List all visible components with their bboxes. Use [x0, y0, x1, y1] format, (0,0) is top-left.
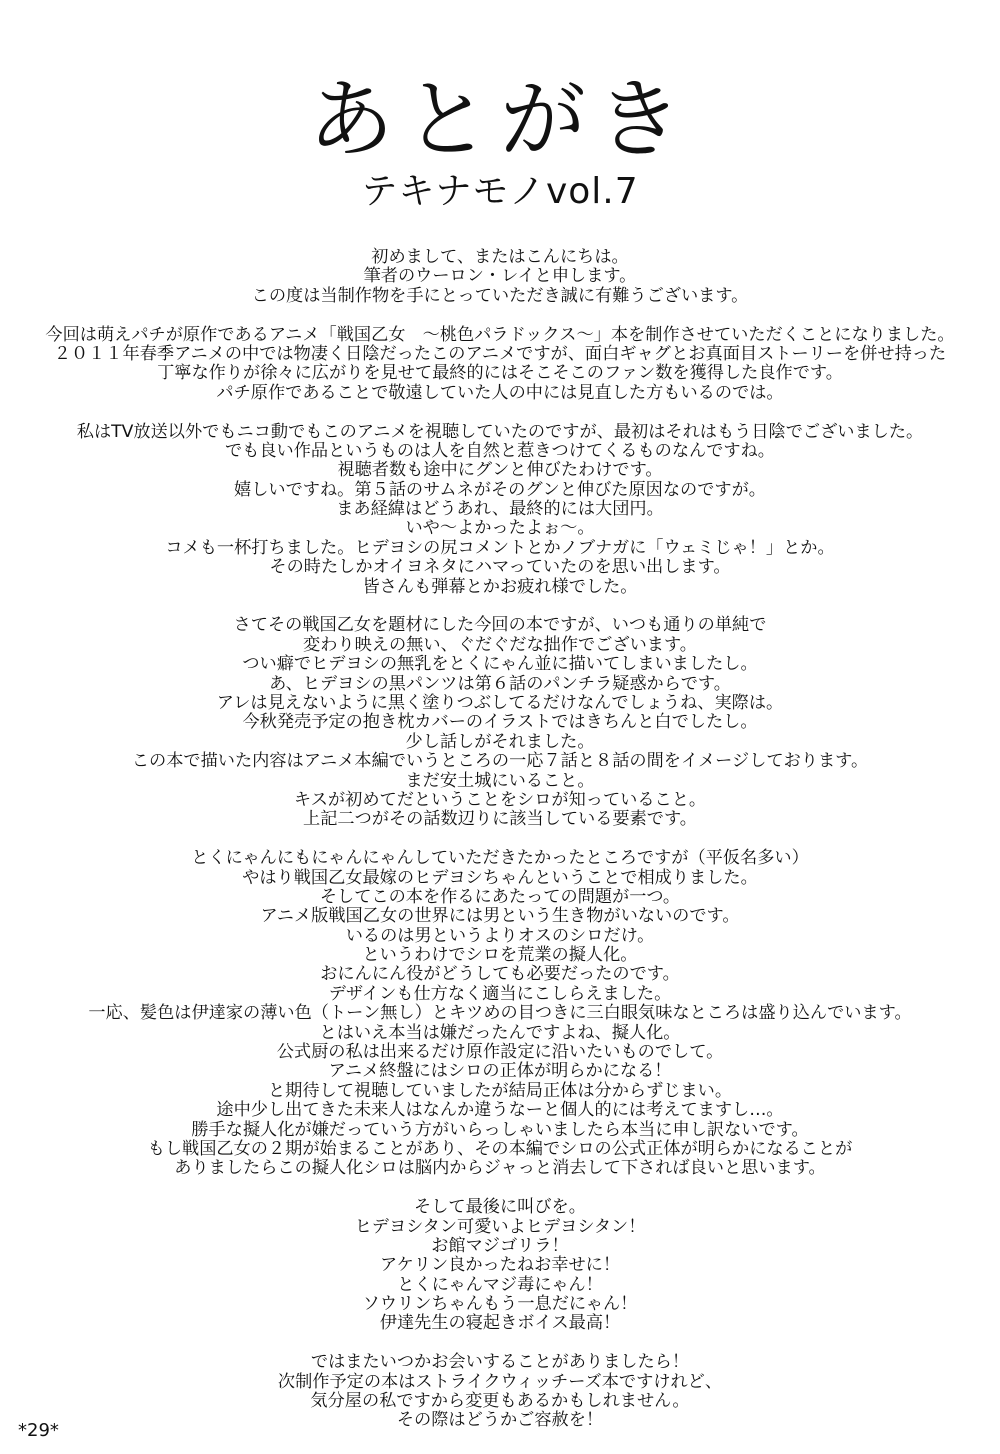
- text-line: 筆者のウーロン・レイと申します。: [363, 266, 637, 287]
- text-line: デザインも仕方なく適当にこしらえました。: [328, 983, 672, 1004]
- text-line: まだ安土城にいること。: [405, 770, 595, 791]
- page-subtitle: テキナモノvol.7: [361, 171, 639, 212]
- text-line: というわけでシロを荒業の擬人化。: [362, 945, 638, 966]
- paragraph: [40, 326, 960, 404]
- text-line: 公式厨の私は出来るだけ原作設定に沿いたいものでして。: [276, 1042, 724, 1063]
- text-line: あ、ヒデヨシの黒パンツは第６話のパンチラ疑惑からです。: [269, 673, 731, 694]
- paragraph: [40, 616, 960, 829]
- text-line: つい癖でヒデヨシの無乳をとくにゃん並に描いてしまいましたし。: [242, 654, 758, 675]
- text-line: 気分屋の私ですから変更もあるかもしれません。: [310, 1391, 690, 1412]
- paragraph: [40, 849, 960, 1179]
- text-line: 伊達先生の寝起きボイス最高！: [379, 1313, 621, 1334]
- text-line: 少し話しがそれました。: [405, 731, 595, 752]
- text-line: とくにゃんマジ毒にゃん！: [397, 1274, 603, 1295]
- text-line: この度は当制作物を手にとっていただき誠に有難うございます。: [251, 285, 749, 306]
- paragraph-gap: [40, 830, 960, 849]
- text-line: いや～よかったよぉ～。: [405, 518, 595, 539]
- text-line: アニメ版戦国乙女の世界には男という生き物がいないのです。: [260, 906, 740, 927]
- paragraph-gap: [40, 1179, 960, 1198]
- text-line: 嬉しいですね。第５話のサムネがそのグンと伸びた原因なのですが。: [234, 479, 766, 500]
- text-line: ２０１１年春季アニメの中では物凄く日陰だったこのアニメですが、面白ギャグとお真面目ストーリーを併せ持った: [53, 343, 947, 364]
- text-line: とくにゃんにもにゃんにゃんしていただきたかったところですが（平仮名多い）: [191, 848, 809, 869]
- paragraph-gap: [40, 597, 960, 616]
- text-line: アレは見えないように黒く塗りつぶしてるだけなんでしょうね、実際は。: [216, 692, 784, 713]
- text-line: 次制作予定の本はストライクウィッチーズ本ですけれど、: [277, 1371, 723, 1392]
- text-line: その時たしかオイヨネタにハマっていたのを思い出します。: [269, 557, 731, 578]
- text-line: キスが初めてだということをシロが知っていること。: [293, 789, 707, 810]
- text-line: さてその戦国乙女を題材にした今回の本ですが、いつも通りの単純で: [233, 615, 767, 636]
- text-line: アニメ終盤にはシロの正体が明らかになる！: [328, 1061, 672, 1082]
- text-line: コメも一杯打ちました。ヒデヨシの尻コメントとかノブナガに「ウェミじゃ！」とか。: [165, 537, 835, 558]
- text-line: 上記二つがその話数辺りに該当している要素です。: [303, 809, 697, 830]
- paragraph: [40, 248, 960, 306]
- text-line: もし戦国乙女の２期が始まることがあり、その本編でシロの公式正体が明らかになることが: [147, 1138, 853, 1159]
- text-line: でも良い作品というものは人を自然と惹きつけてくるものなんですね。: [224, 440, 775, 461]
- paragraph-gap: [40, 403, 960, 422]
- text-line: 視聴者数も途中にグンと伸びたわけです。: [337, 460, 663, 481]
- page-number: *29*: [18, 1420, 59, 1441]
- page-title: あとがき: [308, 70, 692, 170]
- text-line: その際はどうかご容赦を！: [396, 1410, 604, 1431]
- text-line: 途中少し出てきた未来人はなんか違うなーと個人的には考えてますし…。: [216, 1100, 784, 1121]
- text-line: 丁寧な作りが徐々に広がりを見せて最終的にはそこそこのファン数を獲得した良作です。: [157, 363, 843, 384]
- text-line: お館マジゴリラ！: [431, 1235, 569, 1256]
- text-line: ではまたいつかお会いすることがありましたら！: [310, 1352, 690, 1373]
- text-line: 皆さんも弾幕とかお疲れ様でした。: [362, 576, 638, 597]
- paragraph-gap: [40, 306, 960, 325]
- afterword-body: [40, 248, 960, 1431]
- text-line: 今回は萌えパチが原作であるアニメ「戦国乙女 ～桃色パラドックス～」本を制作させていただくことになりました。: [45, 324, 955, 345]
- text-line: やはり戦国乙女最嫁のヒデヨシちゃんということで相成りました。: [242, 867, 758, 888]
- text-line: まあ経緯はどうあれ、最終的には大団円。: [336, 499, 664, 520]
- paragraph: [40, 1198, 960, 1334]
- text-line: そして最後に叫びを。: [414, 1197, 586, 1218]
- text-line: 勝手な擬人化が嫌だっていう方がいらっしゃいましたら本当に申し訳ないです。: [191, 1119, 809, 1140]
- text-line: ヒデヨシタン可愛いよヒデヨシタン！: [354, 1216, 646, 1237]
- text-line: アケリン良かったねお幸せに！: [379, 1255, 621, 1276]
- paragraph: [40, 1353, 960, 1431]
- text-line: 今秋発売予定の抱き枕カバーのイラストではきちんと白でしたし。: [242, 712, 758, 733]
- text-line: そしてこの本を作るにあたっての問題が一つ。: [319, 886, 681, 907]
- text-line: パチ原作であることで敬遠していた人の中には見直した方もいるのでは。: [216, 382, 784, 403]
- text-line: 一応、髪色は伊達家の薄い色（トーン無し）とキツめの目つきに三白眼気味なところは盛り込んでいます。: [88, 1003, 912, 1024]
- text-line: この本で描いた内容はアニメ本編でいうところの一応７話と８話の間をイメージしております。: [131, 751, 869, 772]
- paragraph-gap: [40, 1334, 960, 1353]
- text-line: と期待して視聴していましたが結局正体は分からずじまい。: [267, 1080, 733, 1101]
- text-line: ソウリンちゃんもう一息だにゃん！: [362, 1294, 638, 1315]
- text-line: 私はTV放送以外でもニコ動でもこのアニメを視聴していたのですが、最初はそれはもう日陰でございました。: [76, 421, 924, 442]
- text-line: いるのは男というよりオスのシロだけ。: [345, 925, 655, 946]
- text-line: ありましたらこの擬人化シロは脳内からジャっと消去して下されば良いと思います。: [174, 1158, 826, 1179]
- text-line: 初めまして、またはこんにちは。: [371, 247, 629, 267]
- text-line: おにんにん役がどうしても必要だったのです。: [320, 964, 680, 985]
- text-line: 変わり映えの無い、ぐだぐだな拙作でございます。: [303, 634, 697, 655]
- text-line: とはいえ本当は嫌だったんですよね、擬人化。: [319, 1022, 681, 1043]
- paragraph: [40, 423, 960, 598]
